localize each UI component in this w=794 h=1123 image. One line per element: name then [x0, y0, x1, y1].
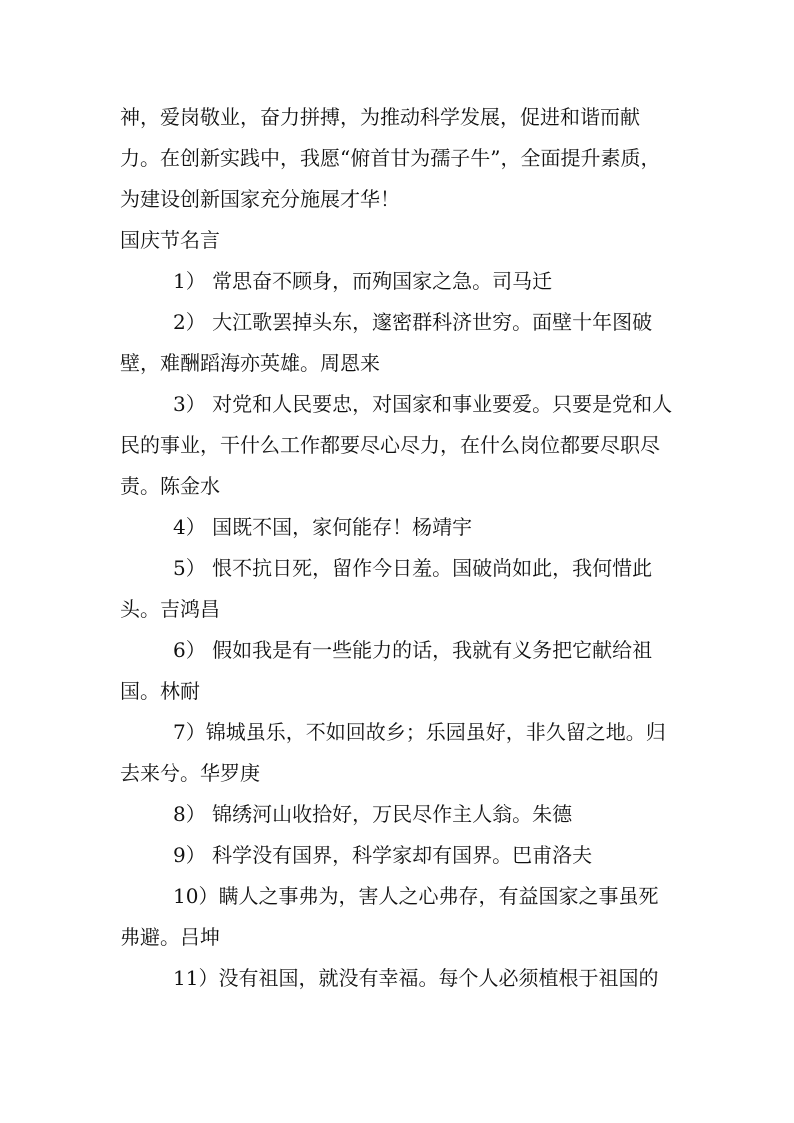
quote-item: 8） 锦绣河山收拾好，万民尽作主人翁。朱德	[173, 802, 573, 826]
intro-paragraph: 神，爱岗敬业，奋力拼搏，为推动科学发展，促进和谐而献力。在创新实践中，我愿“俯首甘为孺子牛”，全面提升素质，为建设创新国家充分施展才华！	[120, 105, 661, 211]
quote-item: 9） 科学没有国界，科学家却有国界。巴甫洛夫	[173, 843, 593, 867]
section-title: 国庆节名言	[120, 228, 220, 252]
document-body	[120, 97, 676, 999]
quote-item: 4） 国既不国，家何能存！杨靖宇	[173, 515, 473, 539]
quote-item: 2） 大江歌罢掉头东，邃密群科济世穷。面壁十年图破壁，难酬蹈海亦英雄。周恩来	[120, 310, 653, 375]
quote-item: 7）锦城虽乐，不如回故乡；乐园虽好，非久留之地。归去来兮。华罗庚	[120, 720, 666, 785]
quote-item: 10）瞒人之事弗为，害人之心弗存，有益国家之事虽死弗避。吕坤	[120, 884, 659, 949]
quote-item: 6） 假如我是有一些能力的话，我就有义务把它献给祖国。林耐	[120, 638, 653, 703]
quote-item: 5） 恨不抗日死，留作今日羞。国破尚如此，我何惜此头。吉鸿昌	[120, 556, 653, 621]
quote-item: 3） 对党和人民要忠，对国家和事业要爱。只要是党和人民的事业，干什么工作都要尽心尽力，在什么岗位都要尽职尽责。陈金水	[120, 392, 673, 498]
quote-item: 1） 常思奋不顾身，而殉国家之急。司马迁	[173, 269, 553, 293]
quote-item: 11）没有祖国，就没有幸福。每个人必须植根于祖国的	[173, 966, 659, 990]
